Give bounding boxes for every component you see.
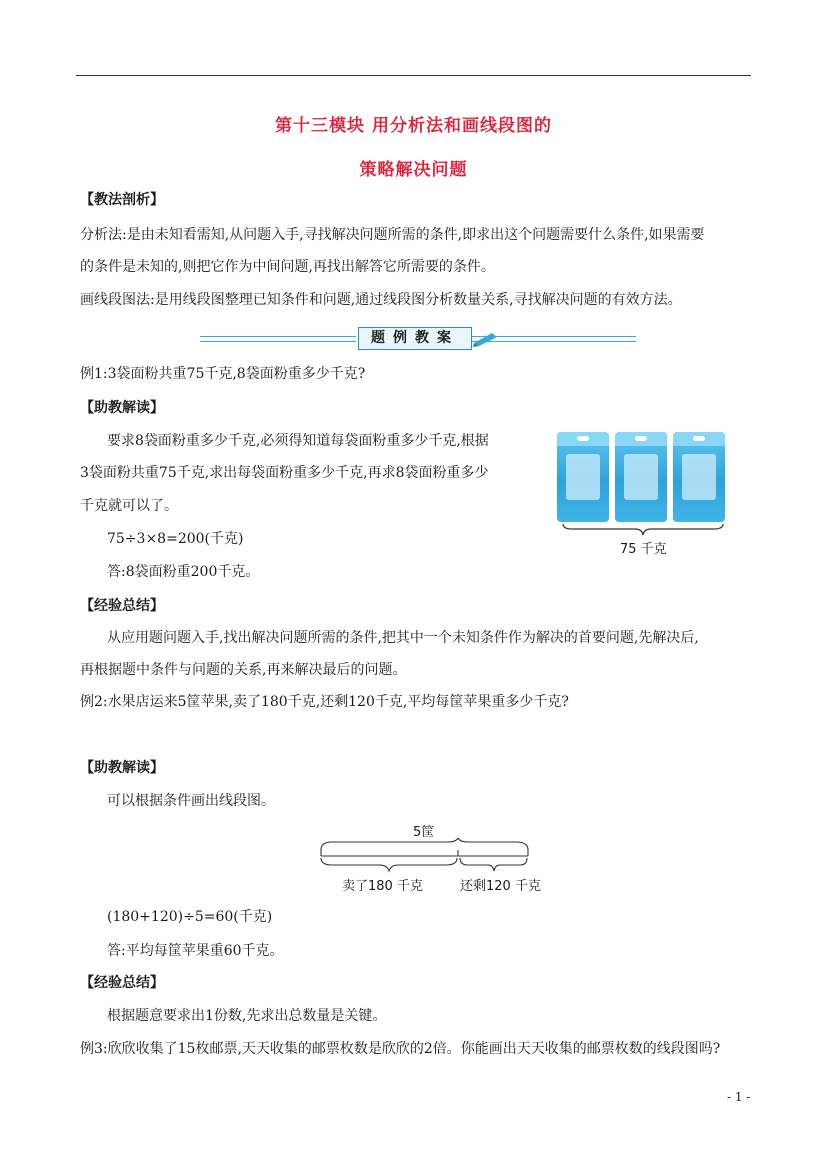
section-heading-method: 【教法剖析】: [80, 192, 164, 208]
header-rule: [76, 75, 751, 76]
example-banner-label: 题例教案: [358, 327, 472, 350]
example2-question: 例2:水果店运来5筐苹果,卖了180千克,还剩120千克,平均每筐苹果重多少千克?: [80, 694, 569, 710]
page-title: 第十三模块 用分析法和画线段图的: [275, 116, 552, 136]
analysis-paragraph-line1: 分析法:是由未知看需知,从问题入手,寻找解决问题所需的条件,即求出这个问题需要什么条件,如果需要: [80, 227, 705, 243]
example2-calculation: (180+120)÷5=60(千克): [107, 909, 273, 925]
example2-summary-line1: 根据题意要求出1份数,先求出总数量是关键。: [107, 1008, 387, 1024]
page-number: - 1 -: [727, 1090, 751, 1104]
example2-guide-line1: 可以根据条件画出线段图。: [107, 793, 275, 809]
analysis-paragraph-line2: 的条件是未知的,则把它作为中间问题,再找出解答它所需要的条件。: [80, 259, 495, 275]
example1-guide-heading: 【助教解读】: [80, 400, 164, 416]
flour-bag: [557, 432, 609, 522]
diagram-remaining-label: 还剩120 千克: [460, 879, 541, 894]
flour-total-brace: [560, 522, 726, 538]
flour-bag: [673, 432, 725, 522]
page-subtitle: 策略解决问题: [359, 160, 468, 180]
example2-answer: 答:平均每筐苹果重60千克。: [107, 943, 284, 959]
example-banner: [200, 327, 636, 349]
example1-summary-heading: 【经验总结】: [80, 598, 164, 614]
example3-question: 例3:欣欣收集了15枚邮票,天天收集的邮票枚数是欣欣的2倍。你能画出天天收集的邮票枚数的线段图吗?: [80, 1041, 721, 1057]
diagram-sold-label: 卖了180 千克: [342, 879, 423, 894]
flour-bag: [615, 432, 667, 522]
diagram-total-label: 5筐: [413, 825, 435, 840]
diagram-segments: [318, 838, 532, 874]
example1-guide-line3: 千克就可以了。: [80, 498, 178, 514]
example2-summary-heading: 【经验总结】: [80, 975, 164, 991]
line-diagram-paragraph: 画线段图法:是用线段图整理已知条件和问题,通过线段图分析数量关系,寻找解决问题的有效方法。: [80, 292, 682, 308]
flour-total-label: 75 千克: [620, 542, 667, 557]
example1-guide-line2: 3袋面粉共重75千克,求出每袋面粉重多少千克,再求8袋面粉重多少: [80, 465, 489, 481]
example1-summary-line1: 从应用题问题入手,找出解决问题所需的条件,把其中一个未知条件作为解决的首要问题,先解决后,: [107, 630, 699, 646]
example2-guide-heading: 【助教解读】: [80, 760, 164, 776]
example1-guide-line1: 要求8袋面粉重多少千克,必须得知道每袋面粉重多少千克,根据: [107, 433, 489, 449]
example1-summary-line2: 再根据题中条件与问题的关系,再来解决最后的问题。: [80, 662, 407, 678]
example1-question: 例1:3袋面粉共重75千克,8袋面粉重多少千克?: [80, 366, 366, 382]
pencil-icon: [472, 329, 502, 347]
example1-answer: 答:8袋面粉重200千克。: [107, 564, 260, 580]
example1-calculation: 75÷3×8=200(千克): [107, 531, 244, 547]
